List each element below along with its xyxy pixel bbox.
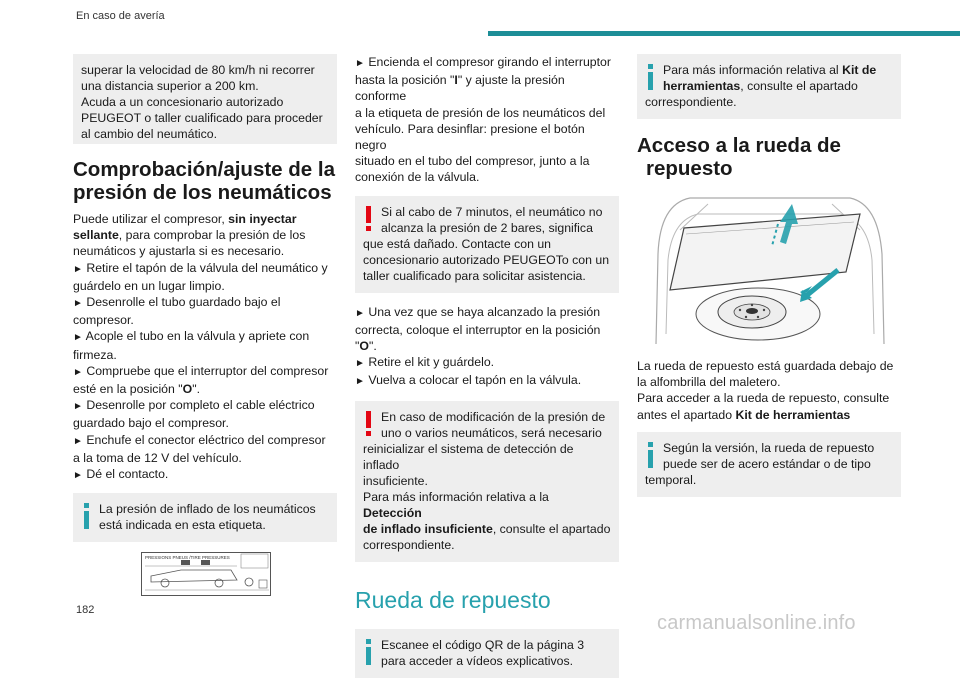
step-text: Desenrolle por completo el cable eléctrico <box>86 398 315 413</box>
column-1 <box>73 54 337 596</box>
warning-text: , consulte el apartado <box>492 521 611 536</box>
finish-instructions <box>355 304 619 391</box>
info-text: está indicada en esta etiqueta. <box>99 518 266 533</box>
tire-pressure-instructions <box>73 211 337 484</box>
warning-text: insuficiente. <box>363 473 428 488</box>
warning-text: En caso de modificación de la presión de <box>381 409 606 424</box>
header-title: En caso de avería <box>76 10 165 22</box>
step-text: compresor. <box>73 313 134 328</box>
step-text: esté en la posición " <box>73 382 183 397</box>
warning-text: uno o varios neumáticos, será necesario <box>381 425 602 440</box>
heading-line: presión de los neumáticos <box>73 181 332 204</box>
warning-text: alcanza la presión de 2 bares, significa <box>381 220 593 235</box>
arrow-bullet-icon: ► <box>73 401 83 413</box>
watermark: carmanualsonline.info <box>657 612 856 634</box>
step-text: a la toma de 12 V del vehículo. <box>73 450 242 465</box>
step-text: guárdelo en un lugar limpio. <box>73 278 225 293</box>
step-text: Enchufe el conector eléctrico del compresor <box>86 432 326 447</box>
step-text: guardado bajo el compresor. <box>73 416 229 431</box>
spare-wheel-illustration <box>650 194 888 344</box>
step-text: " <box>355 339 360 354</box>
bold-text: O <box>359 339 369 354</box>
info-box-qr <box>355 629 619 678</box>
step-text: ". <box>368 339 377 354</box>
warning-box-detection <box>355 401 619 562</box>
bold-text: de inflado insuficiente <box>363 521 493 536</box>
section-heading-spare-access <box>637 134 901 180</box>
column-2 <box>355 54 619 678</box>
note-line: Acuda a un concesionario autorizado <box>81 95 284 109</box>
info-text: correspondiente. <box>645 95 737 109</box>
info-icon <box>80 503 94 529</box>
info-box-wheel-type <box>637 432 901 497</box>
text: , para comprobar la presión de los <box>118 228 306 243</box>
warning-text: que está dañado. Contacte con un <box>363 236 552 251</box>
step-text: vehículo. Para desinflar: presione el botón negro <box>355 121 585 153</box>
step-text: Una vez que se haya alcanzado la presión <box>368 304 601 319</box>
arrow-bullet-icon: ► <box>355 307 365 319</box>
step-text: Compruebe que el interruptor del compresor <box>86 363 329 378</box>
step-text: a la etiqueta de presión de los neumáticos del <box>355 105 606 120</box>
arrow-bullet-icon: ► <box>73 470 83 482</box>
warning-text: correspondiente. <box>363 537 455 552</box>
step-text: " y ajuste la presión conforme <box>355 73 565 104</box>
page-number: 182 <box>76 604 95 616</box>
bold-text: sin inyectar <box>228 212 297 226</box>
step-text: Desenrolle el tubo guardado bajo el <box>86 295 281 310</box>
arrow-bullet-icon: ► <box>355 376 365 388</box>
info-box-tool-kit <box>637 54 901 119</box>
info-text: para acceder a vídeos explicativos. <box>381 653 574 668</box>
step-text: firmeza. <box>73 347 117 362</box>
step-text: Acople el tubo en la válvula y apriete con <box>85 329 310 344</box>
info-icon <box>644 442 658 468</box>
text: Puede utilizar el compresor, <box>73 212 229 226</box>
warning-text: reinicializar el sistema de detección de inflado <box>363 441 574 472</box>
spare-wheel-text <box>637 358 901 423</box>
arrow-bullet-icon: ► <box>73 366 83 378</box>
info-text: Escanee el código QR de la página 3 <box>381 637 585 652</box>
header-accent-bar <box>488 31 960 36</box>
text: Para acceder a la rueda de repuesto, consulte <box>637 391 890 406</box>
info-icon <box>644 64 658 90</box>
note-line: al cambio del neumático. <box>81 127 218 141</box>
step-text: correcta, coloque el interruptor en la posición <box>355 322 601 337</box>
step-text: Dé el contacto. <box>86 467 169 482</box>
info-text: Según la versión, la rueda de repuesto <box>663 440 875 455</box>
info-icon <box>362 639 376 665</box>
warning-text: Si al cabo de 7 minutos, el neumático no <box>381 204 603 219</box>
section-heading-tire-pressure <box>73 158 337 204</box>
arrow-bullet-icon: ► <box>355 358 365 370</box>
arrow-bullet-icon: ► <box>73 298 83 310</box>
info-text: puede ser de acero estándar o de tipo <box>663 456 871 471</box>
step-text: Retire el kit y guárdelo. <box>368 355 495 370</box>
step-text: ". <box>192 382 201 397</box>
info-text: Para más información relativa al <box>663 63 843 77</box>
step-text: situado en el tubo del compresor, junto a la <box>355 154 590 169</box>
arrow-bullet-icon: ► <box>73 332 83 344</box>
warning-text: taller cualificado para solicitar asistencia. <box>363 268 586 283</box>
step-text: hasta la posición " <box>355 73 455 88</box>
text: la alfombrilla del maletero. <box>637 375 781 390</box>
section-heading-spare-wheel: Rueda de repuesto <box>355 586 551 613</box>
heading-line: Comprobación/ajuste de la <box>73 158 335 181</box>
note-line: PEUGEOT o taller cualificado para proceder <box>81 111 323 125</box>
bold-text: O <box>182 382 193 397</box>
warning-text: concesionario autorizado PEUGEOTo con un <box>363 252 610 267</box>
text: neumáticos y ajustarla si es necesario. <box>73 244 285 259</box>
info-text: temporal. <box>645 472 697 487</box>
heading-line: Acceso a la rueda de <box>637 134 841 157</box>
note-line: una distancia superior a 200 km. <box>81 79 259 93</box>
warning-icon <box>362 411 376 437</box>
bold-text: I <box>454 73 458 88</box>
arrow-bullet-icon: ► <box>73 263 83 275</box>
warning-text: Para más información relativa a la <box>363 489 549 504</box>
arrow-bullet-icon: ► <box>355 58 365 69</box>
step-text: Vuelva a colocar el tapón en la válvula. <box>368 373 582 388</box>
tire-pressure-label-image <box>141 552 271 596</box>
info-text: , consulte el apartado <box>740 79 858 93</box>
tire-label-text: PRESSIONS PNEUS /TIRE PRESSURES <box>145 555 230 561</box>
warning-icon <box>362 206 376 232</box>
heading-line: repuesto <box>646 157 733 180</box>
step-text: Retire el tapón de la válvula del neumático y <box>86 260 328 275</box>
bold-text: herramientas <box>663 79 741 93</box>
compressor-instructions <box>355 54 619 186</box>
info-text: La presión de inflado de los neumáticos <box>99 502 316 517</box>
note-line: superar la velocidad de 80 km/h ni recorrer <box>81 63 315 77</box>
note-box-top <box>73 54 337 144</box>
bold-text: Detección <box>363 505 422 520</box>
warning-box-pressure <box>355 196 619 293</box>
bold-text: Kit de <box>842 63 877 77</box>
text: La rueda de repuesto está guardada debajo de <box>637 359 894 373</box>
column-3 <box>637 54 901 497</box>
text: antes el apartado <box>637 407 736 422</box>
arrow-bullet-icon: ► <box>73 435 83 447</box>
bold-text: sellante <box>73 228 119 243</box>
bold-text: Kit de herramientas <box>735 407 851 422</box>
step-text: Encienda el compresor girando el interruptor <box>368 55 611 69</box>
step-text: conexión de la válvula. <box>355 170 480 185</box>
info-box-pressure-label <box>73 493 337 542</box>
